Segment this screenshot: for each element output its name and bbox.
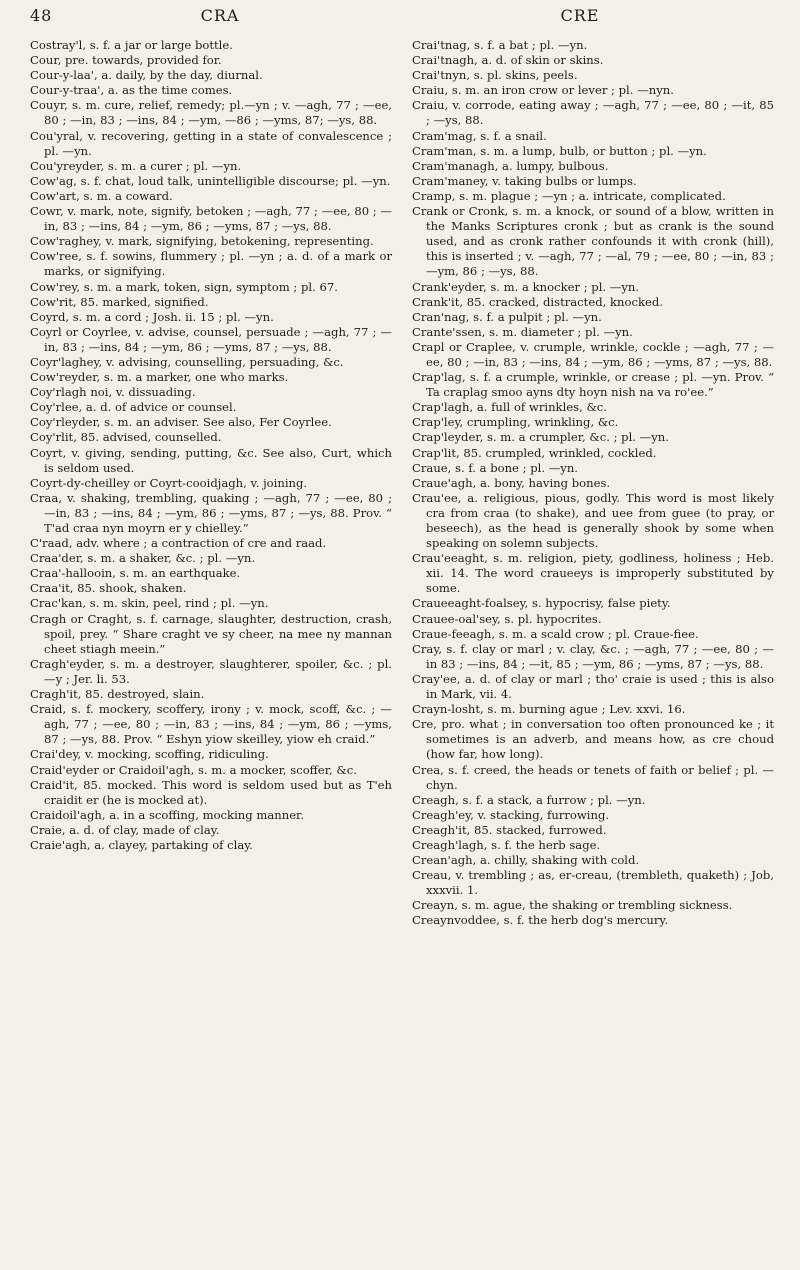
- dictionary-entry: Cour, pre. towards, provided for.: [30, 53, 222, 68]
- dictionary-entry: Crapl or Craplee, v. crumple, wrinkle, cockle ; —agh, 77 ; —ee, 80 ; —in, 83 ; —ins, 84 ; —ym, 86 ; —yms, 87 ; —ys, 88.: [412, 339, 774, 369]
- dictionary-entry: Cow'art, s. m. a coward.: [30, 188, 173, 203]
- dictionary-entry: Coy'rleyder, s. m. an adviser. See also, Fer Coyrlee.: [30, 415, 332, 430]
- dictionary-entry: Cow'rey, s. m. a mark, token, sign, symptom ; pl. 67.: [30, 279, 338, 294]
- left-guide-word: CRA: [200, 6, 240, 25]
- dictionary-entry: Costray'l, s. f. a jar or large bottle.: [30, 38, 233, 52]
- left-column: [30, 38, 392, 853]
- dictionary-entry: Creagh'it, 85. stacked, furrowed.: [412, 822, 607, 837]
- dictionary-entry: Coyr'laghey, v. advising, counselling, persuading, &c.: [30, 354, 344, 369]
- dictionary-entry: Crea, s. f. creed, the heads or tenets of faith or belief ; pl. —chyn.: [412, 762, 774, 792]
- dictionary-entry: Crai'tnagh, a. d. of skin or skins.: [412, 53, 604, 68]
- dictionary-entry: Cragh or Craght, s. f. carnage, slaughter, destruction, crash, spoil, prey. “ Share craght ve sy cheer, na mee ny mannan cheet stiagh meein.”: [30, 611, 392, 656]
- dictionary-entry: Cou'yreyder, s. m. a curer ; pl. —yn.: [30, 158, 242, 173]
- dictionary-entry: Cow'ag, s. f. chat, loud talk, unintelligible discourse; pl. —yn.: [30, 173, 391, 188]
- dictionary-entry: Crante'ssen, s. m. diameter ; pl. —yn.: [412, 324, 633, 339]
- dictionary-entry: Creayn, s. m. ague, the shaking or trembling sickness.: [412, 898, 733, 913]
- dictionary-entry: Craa'der, s. m. a shaker, &c. ; pl. —yn.: [30, 551, 256, 566]
- dictionary-entry: Craa, v. shaking, trembling, quaking ; —agh, 77 ; —ee, 80 ; —in, 83 ; —ins, 84 ; —ym, 86 ; —yms, 87 ; —ys, 88. Prov. “ T'ad craa nyn moyrn er y chielley.”: [30, 490, 392, 535]
- dictionary-entry: Crean'agh, a. chilly, shaking with cold.: [412, 853, 640, 868]
- dictionary-entry: Crap'ley, crumpling, wrinkling, &c.: [412, 415, 619, 430]
- dictionary-entry: Cow'raghey, v. mark, signifying, betokening, representing.: [30, 234, 374, 249]
- dictionary-entry: Craue-feeagh, s. m. a scald crow ; pl. Craue-fiee.: [412, 626, 699, 641]
- dictionary-entry: Cow'ree, s. f. sowins, flummery ; pl. —yn ; a. d. of a mark or marks, or signifying.: [30, 249, 392, 279]
- page-header: [30, 6, 770, 30]
- dictionary-entry: Crank'eyder, s. m. a knocker ; pl. —yn.: [412, 279, 640, 294]
- dictionary-entry: Craid, s. f. mockery, scoffery, irony ; v. mock, scoff, &c. ; —agh, 77 ; —ee, 80 ; —in, 83 ; —ins, 84 ; —ym, 86 ; —yms, 87 ; —ys, 88. Prov. “ Eshyn yiow skeilley, yiow eh craid.”: [30, 702, 392, 747]
- dictionary-entry: Craa'-hallooin, s. m. an earthquake.: [30, 566, 241, 581]
- dictionary-entry: Crau'ee, a. religious, pious, godly. This word is most likely cra from craa (to shake), and uee from guee (to pray, or beseech), as the head is generally shook by some when speaking on solemn subjects.: [412, 490, 774, 551]
- dictionary-entry: Craid'eyder or Craidoil'agh, s. m. a mocker, scoffer, &c.: [30, 762, 357, 777]
- dictionary-entry: Craidoil'agh, a. in a scoffing, mocking manner.: [30, 807, 305, 822]
- dictionary-entry: Craue, s. f. a bone ; pl. —yn.: [412, 460, 578, 475]
- dictionary-entry: Creagh, s. f. a stack, a furrow ; pl. —yn.: [412, 792, 646, 807]
- dictionary-entry: Coy'rlee, a. d. of advice or counsel.: [30, 400, 237, 415]
- dictionary-entry: Creagh'lagh, s. f. the herb sage.: [412, 837, 601, 852]
- dictionary-entry: Cour-y-laa', a. daily, by the day, diurnal.: [30, 68, 263, 83]
- dictionary-entry: Creagh'ey, v. stacking, furrowing.: [412, 807, 610, 822]
- dictionary-entry: Crap'lit, 85. crumpled, wrinkled, cockled.: [412, 445, 657, 460]
- dictionary-entry: Craue'agh, a. bony, having bones.: [412, 475, 611, 490]
- dictionary-entry: Cow'rit, 85. marked, signified.: [30, 294, 209, 309]
- dictionary-entry: Cragh'it, 85. destroyed, slain.: [30, 687, 205, 702]
- dictionary-entry: Craa'it, 85. shook, shaken.: [30, 581, 187, 596]
- dictionary-entry: C'raad, adv. where ; a contraction of cre and raad.: [30, 536, 327, 551]
- dictionary-entry: Cou'yral, v. recovering, getting in a state of convalescence ; pl. —yn.: [30, 128, 392, 158]
- dictionary-entry: Coyrt, v. giving, sending, putting, &c. See also, Curt, which is seldom used.: [30, 445, 392, 475]
- dictionary-entry: Cram'managh, a. lumpy, bulbous.: [412, 158, 609, 173]
- dictionary-entry: Cragh'eyder, s. m. a destroyer, slaughterer, spoiler, &c. ; pl. —y ; Jer. li. 53.: [30, 656, 392, 686]
- dictionary-entry: Craid'it, 85. mocked. This word is seldom used but as T'eh craidit er (he is mocked at).: [30, 777, 392, 807]
- dictionary-entry: Coyrt-dy-cheilley or Coyrt-cooidjagh, v. joining.: [30, 475, 308, 490]
- dictionary-entry: Crap'leyder, s. m. a crumpler, &c. ; pl. —yn.: [412, 430, 669, 445]
- dictionary-entry: Couyr, s. m. cure, relief, remedy; pl.—yn ; v. —agh, 77 ; —ee, 80 ; —in, 83 ; —ins, 84 ; —ym, —86 ; —yms, 87; —ys, 88.: [30, 98, 392, 128]
- dictionary-entry: Craueeaght-foalsey, s. hypocrisy, false piety.: [412, 596, 671, 611]
- dictionary-entry: Craie'agh, a. clayey, partaking of clay.: [30, 837, 253, 852]
- dictionary-entry: Crank or Cronk, s. m. a knock, or sound of a blow, written in the Manks Scriptures cronk ; but as crank is the sound used, and as cronk rather confounds it with cronk (hill), this is inserted ; v. —agh, 77 ; —al, 79 ; —ee, 80 ; —in, 83 ; —ym, 86 ; —ys, 88.: [412, 204, 774, 279]
- dictionary-entry: Cray'ee, a. d. of clay or marl ; tho' craie is used ; this is also in Mark, vii. 4.: [412, 671, 774, 702]
- dictionary-entry: Craiu, v. corrode, eating away ; —agh, 77 ; —ee, 80 ; —it, 85 ; —ys, 88.: [412, 98, 774, 128]
- dictionary-entry: Cowr, v. mark, note, signify, betoken ; —agh, 77 ; —ee, 80 ; —in, 83 ; —ins, 84 ; —ym, 86 ; —yms, 87 ; —ys, 88.: [30, 204, 392, 234]
- dictionary-entry: Crai'dey, v. mocking, scoffing, ridiculing.: [30, 747, 269, 762]
- dictionary-entry: Cre, pro. what ; in conversation too often pronounced ke ; it sometimes is an adverb, and means how, as cre choud (how far, how long).: [412, 717, 774, 762]
- dictionary-entry: Cram'mag, s. f. a snail.: [412, 128, 547, 143]
- dictionary-entry: Craie, a. d. of clay, made of clay.: [30, 822, 220, 837]
- dictionary-entry: Creaynvoddee, s. f. the herb dog's mercury.: [412, 913, 669, 928]
- right-guide-word: CRE: [560, 6, 600, 25]
- page-number: 48: [30, 6, 53, 25]
- dictionary-entry: Crap'lag, s. f. a crumple, wrinkle, or crease ; pl. —yn. Prov. “ Ta craplag smoo ayns dty hoyn nish na va ro'ee.”: [412, 370, 774, 400]
- dictionary-entry: Cramp, s. m. plague ; —yn ; a. intricate, complicated.: [412, 188, 726, 203]
- dictionary-entry: Crauee-oal'sey, s. pl. hypocrites.: [412, 611, 602, 626]
- dictionary-entry: Coy'rlit, 85. advised, counselled.: [30, 430, 222, 445]
- dictionary-entry: Cram'man, s. m. a lump, bulb, or button ; pl. —yn.: [412, 143, 707, 158]
- dictionary-entry: Craiu, s. m. an iron crow or lever ; pl. —nyn.: [412, 83, 674, 98]
- dictionary-entry: Cram'maney, v. taking bulbs or lumps.: [412, 173, 637, 188]
- dictionary-entry: Crai'tnyn, s. pl. skins, peels.: [412, 68, 578, 83]
- dictionary-entry: Crayn-losht, s. m. burning ague ; Lev. xxvi. 16.: [412, 702, 686, 717]
- dictionary-entry: Crac'kan, s. m. skin, peel, rind ; pl. —yn.: [30, 596, 269, 611]
- dictionary-entry: Cray, s. f. clay or marl ; v. clay, &c. ; —agh, 77 ; —ee, 80 ; —in 83 ; —ins, 84 ; —it, 85 ; —ym, 86 ; —yms, 87 ; —ys, 88.: [412, 641, 774, 671]
- dictionary-entry: Coy'rlagh noi, v. dissuading.: [30, 385, 196, 400]
- right-column: [412, 38, 774, 929]
- dictionary-entry: Cran'nag, s. f. a pulpit ; pl. —yn.: [412, 309, 602, 324]
- dictionary-entry: Cow'reyder, s. m. a marker, one who marks.: [30, 370, 289, 385]
- dictionary-entry: Coyrl or Coyrlee, v. advise, counsel, persuade ; —agh, 77 ; —in, 83 ; —ins, 84 ; —ym, 86 ; —yms, 87 ; —ys, 88.: [30, 324, 392, 354]
- dictionary-entry: Coyrd, s. m. a cord ; Josh. ii. 15 ; pl. —yn.: [30, 309, 274, 324]
- dictionary-entry: Crai'tnag, s. f. a bat ; pl. —yn.: [412, 38, 588, 52]
- dictionary-entry: Creau, v. trembling ; as, er-creau, (trembleth, quaketh) ; Job, xxxvii. 1.: [412, 868, 774, 898]
- dictionary-entry: Cour-y-traa', a. as the time comes.: [30, 83, 233, 98]
- dictionary-entry: Crau'eeaght, s. m. religion, piety, godliness, holiness ; Heb. xii. 14. The word craueeys is improperly substituted by some.: [412, 551, 774, 596]
- dictionary-entry: Crank'it, 85. cracked, distracted, knocked.: [412, 294, 663, 309]
- dictionary-entry: Crap'lagh, a. full of wrinkles, &c.: [412, 400, 607, 415]
